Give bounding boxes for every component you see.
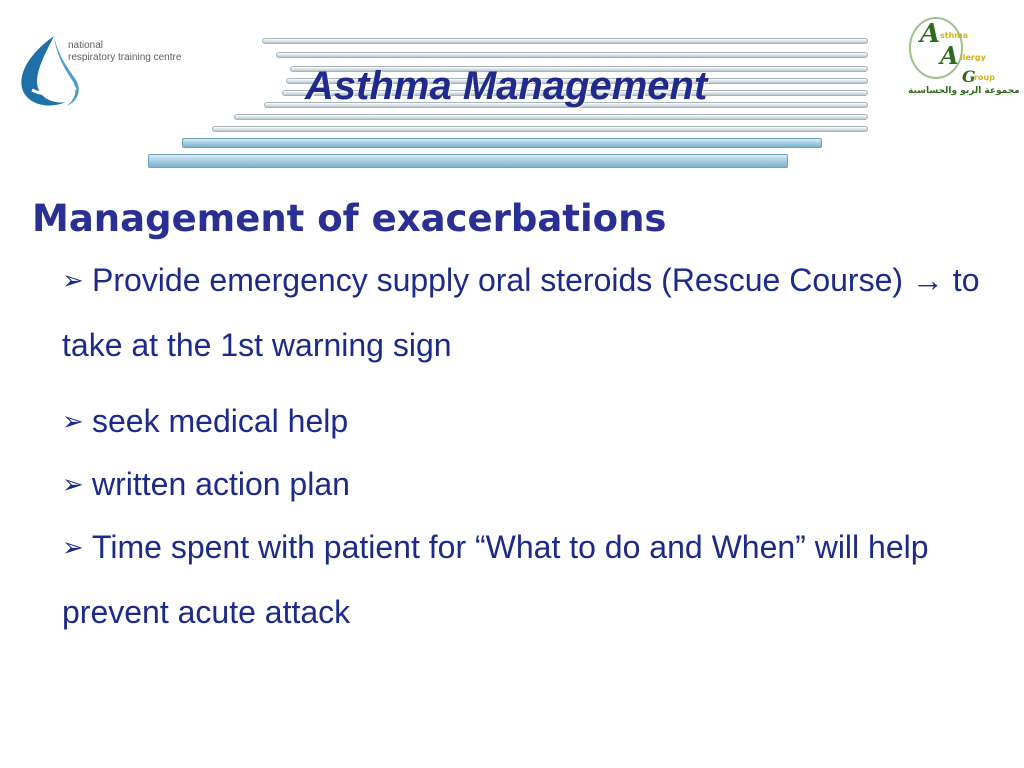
- bullet-item: [62, 389, 1002, 454]
- svg-text:A: A: [940, 41, 959, 70]
- arrow-bullet-icon: ➢: [62, 533, 84, 563]
- header-bar: [234, 114, 868, 120]
- arrow-bullet-icon: ➢: [62, 407, 84, 437]
- header-bar: [262, 38, 868, 44]
- ntc-logo: [14, 30, 204, 114]
- section-heading: Management of exacerbations: [32, 197, 667, 240]
- arrow-bullet-icon: ➢: [62, 470, 84, 500]
- bullet-text: written action plan: [92, 466, 350, 502]
- asthma-allergy-group-logo: [904, 14, 1020, 106]
- svg-text:roup: roup: [974, 73, 995, 82]
- ntc-logo-line1: national: [68, 40, 104, 51]
- bullet-list: [62, 248, 1002, 642]
- header-bar: [148, 154, 788, 168]
- bullet-item: [62, 515, 1002, 644]
- ntc-logo-text: [68, 40, 181, 64]
- bullet-text: Time spent with patient for “What to do and When” will help prevent acute attack: [62, 529, 929, 630]
- svg-text:G: G: [962, 67, 976, 86]
- header-bar: [276, 52, 868, 58]
- svg-text:sthma: sthma: [940, 31, 969, 40]
- svg-text:A: A: [920, 19, 941, 49]
- bullet-item: [62, 452, 1002, 517]
- header-bar: [212, 126, 868, 132]
- aag-logo-arabic-text: مجموعة الربو والحساسية: [908, 86, 1020, 96]
- bullet-item: [62, 248, 1002, 377]
- bullet-text: Provide emergency supply oral steroids (Rescue Course) → to take at the 1st warning sign: [62, 262, 980, 363]
- aag-emblem-icon: [904, 14, 1014, 86]
- bullet-text: seek medical help: [92, 403, 349, 439]
- svg-text:llergy: llergy: [960, 53, 986, 62]
- slide-header-title: Asthma Management: [305, 64, 708, 108]
- arrow-bullet-icon: ➢: [62, 266, 84, 296]
- ntc-logo-line2: respiratory training centre: [68, 52, 182, 63]
- header-bar: [182, 138, 822, 148]
